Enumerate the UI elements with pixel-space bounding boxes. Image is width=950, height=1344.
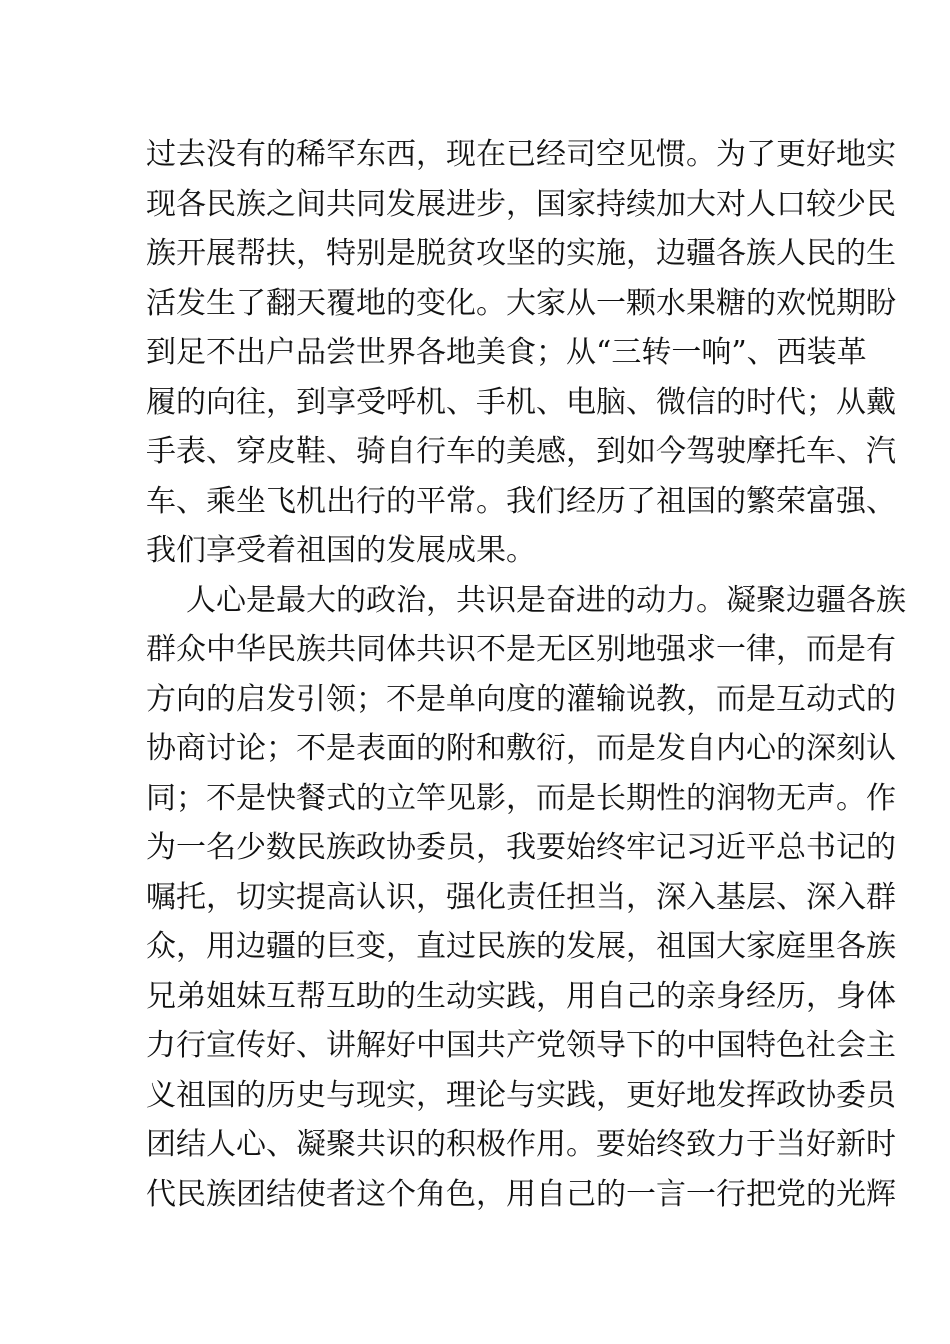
text-line: 团结人心、凝聚共识的积极作用。要始终致力于当好新时 [146,1127,896,1162]
text-line: 方向的启发引领；不是单向度的灌输说教，而是互动式的 [146,681,896,717]
text-line: 同；不是快餐式的立竿见影，而是长期性的润物无声。作 [146,780,896,816]
text-line: 为一名少数民族政协委员，我要始终牢记习近平总书记的 [146,830,896,865]
text-line: 手表、穿皮鞋、骑自行车的美感，到如今驾驶摩托车、汽 [146,434,896,469]
text-line: 嘱托，切实提高认识，强化责任担当，深入基层、深入群 [146,879,896,915]
text-line: 代民族团结使者这个角色，用自己的一言一行把党的光辉 [146,1176,896,1212]
body-text [146,130,906,1219]
paragraph-start-line: 人心是最大的政治，共识是奋进的动力。凝聚边疆各族 [186,582,906,618]
text-line: 现各民族之间共同发展进步，国家持续加大对人口较少民 [146,186,896,222]
text-line: 活发生了翻天覆地的变化。大家从一颗水果糖的欢悦期盼 [146,285,896,321]
text-line: 群众中华民族共同体共识不是无区别地强求一律，而是有 [146,632,896,667]
text-line: 我们享受着祖国的发展成果。 [146,533,536,568]
text-line: 到足不出户品尝世界各地美食；从“三转一响”、西装革 [146,335,867,370]
text-line: 兄弟姐妹互帮互助的生动实践，用自己的亲身经历，身体 [146,978,896,1014]
text-line: 履的向往，到享受呼机、手机、电脑、微信的时代；从戴 [146,384,896,420]
text-line: 众，用边疆的巨变，直过民族的发展，祖国大家庭里各族 [146,929,896,964]
text-line: 车、乘坐飞机出行的平常。我们经历了祖国的繁荣富强、 [146,483,896,519]
text-line: 协商讨论；不是表面的附和敷衍，而是发自内心的深刻认 [146,731,896,766]
text-line: 族开展帮扶，特别是脱贫攻坚的实施，边疆各族人民的生 [146,236,896,271]
text-line: 义祖国的历史与现实，理论与实践，更好地发挥政协委员 [146,1077,896,1113]
text-line: 过去没有的稀罕东西，现在已经司空见惯。为了更好地实 [146,137,896,172]
text-line: 力行宣传好、讲解好中国共产党领导下的中国特色社会主 [146,1028,896,1063]
